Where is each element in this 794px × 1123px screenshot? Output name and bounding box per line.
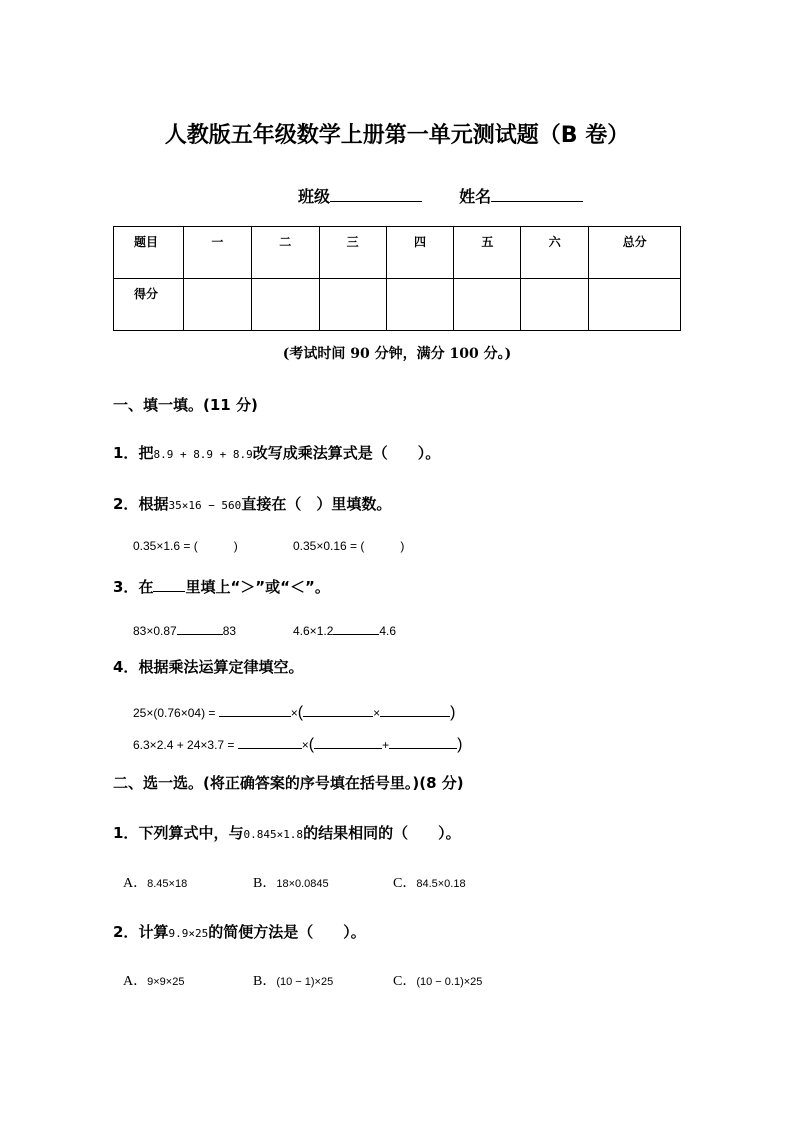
- question-text: 把: [138, 444, 154, 462]
- option-c[interactable]: [393, 872, 466, 892]
- question-text: 下列算式中，与: [138, 824, 244, 842]
- score-cell[interactable]: [589, 279, 681, 331]
- score-cell[interactable]: [319, 279, 386, 331]
- option-label: A．: [123, 876, 148, 891]
- math-expression: 9.9×25: [168, 927, 209, 940]
- question-number: 3．: [113, 578, 139, 596]
- question-text: 里填上“＞”或“＜”。: [185, 578, 330, 596]
- student-info: [298, 184, 583, 207]
- table-cell: 六: [521, 227, 589, 279]
- subquestion-1-4a: [133, 704, 455, 722]
- question-text: 直接在（ ）里填数。: [241, 495, 392, 513]
- subquestion-1-2a: [133, 539, 238, 553]
- name-label: 姓名: [459, 187, 492, 206]
- answer-blank[interactable]: [380, 704, 450, 717]
- operator: ×: [373, 706, 381, 720]
- table-cell: 二: [251, 227, 319, 279]
- paren: (: [308, 736, 315, 753]
- question-1-2: [113, 493, 391, 514]
- math-expression: (10 − 1)×25: [276, 976, 334, 988]
- name-blank[interactable]: [491, 187, 583, 202]
- page-title: 人教版五年级数学上册第一单元测试题（B 卷）: [164, 123, 630, 148]
- math-expression: 0.845×1.8: [243, 828, 304, 841]
- question-text: 根据: [138, 495, 169, 513]
- paren: ): [400, 539, 405, 553]
- math-expression: 18×0.0845: [276, 878, 329, 890]
- question-2-2: [113, 921, 366, 942]
- math-expression: 4.6×1.2: [293, 624, 334, 638]
- question-number: 2．: [113, 923, 139, 941]
- table-cell: 总分: [589, 227, 681, 279]
- option-c[interactable]: [393, 970, 482, 990]
- subquestion-1-4b: [133, 736, 462, 754]
- score-table: [113, 226, 681, 331]
- option-a[interactable]: [123, 872, 187, 892]
- paren: (: [297, 704, 304, 721]
- answer-blank[interactable]: [389, 736, 457, 749]
- table-row: [114, 227, 681, 279]
- section-heading: 一、填一填。(11 分): [113, 396, 258, 414]
- option-label: B．: [253, 974, 277, 989]
- answer-blank[interactable]: [219, 704, 291, 717]
- math-expression: 8.45×18: [147, 878, 188, 890]
- math-expression: 9×9×25: [147, 976, 185, 988]
- table-cell: 一: [183, 227, 251, 279]
- answer-blank[interactable]: [314, 736, 382, 749]
- compare-blank[interactable]: [177, 622, 223, 635]
- score-cell[interactable]: [251, 279, 319, 331]
- score-cell[interactable]: [521, 279, 589, 331]
- paren: ): [457, 736, 463, 753]
- math-expression: 25×(0.76×04) =: [133, 706, 216, 720]
- subquestion-1-3b: [293, 622, 396, 638]
- subquestion-1-3a: [133, 622, 236, 638]
- option-b[interactable]: [253, 872, 329, 892]
- option-b[interactable]: [253, 970, 333, 990]
- answer-blank[interactable]: [303, 704, 373, 717]
- question-number: 1．: [113, 444, 139, 462]
- math-expression: (10 − 0.1)×25: [416, 976, 483, 988]
- example-blank: [153, 577, 185, 592]
- math-expression: 35×16 − 560: [168, 499, 242, 512]
- math-expression: 0.35×0.16 = (: [293, 539, 365, 553]
- operator: ×: [301, 738, 309, 752]
- table-cell: 三: [319, 227, 386, 279]
- class-label: 班级: [298, 187, 331, 206]
- question-2-1: [113, 822, 461, 843]
- question-number: 1．: [113, 824, 139, 842]
- option-label: C．: [393, 876, 417, 891]
- math-expression: 8.9 + 8.9 + 8.9: [153, 448, 253, 461]
- section-heading: 二、选一选。(将正确答案的序号填在括号里。)(8 分): [113, 774, 464, 792]
- option-label: B．: [253, 876, 277, 891]
- score-cell[interactable]: [386, 279, 454, 331]
- math-expression: 4.6: [379, 624, 397, 638]
- table-cell: 得分: [114, 279, 184, 331]
- score-cell[interactable]: [454, 279, 521, 331]
- option-label: C．: [393, 974, 417, 989]
- question-text: 根据乘法运算定律填空。: [138, 658, 304, 676]
- math-expression: 0.35×1.6 = (: [133, 539, 198, 553]
- math-expression: 83: [222, 624, 237, 638]
- math-expression: 6.3×2.4 + 24×3.7 =: [133, 738, 235, 752]
- question-1-1: [113, 442, 440, 463]
- operator: +: [382, 738, 390, 752]
- question-text: 的简便方法是（ ）。: [208, 923, 366, 941]
- option-label: A．: [123, 974, 148, 989]
- table-cell: 题目: [114, 227, 184, 279]
- class-blank[interactable]: [330, 187, 422, 202]
- question-number: 4．: [113, 658, 139, 676]
- compare-blank[interactable]: [333, 622, 379, 635]
- table-cell: 四: [386, 227, 454, 279]
- question-text: 的结果相同的（ ）。: [303, 824, 461, 842]
- score-cell[interactable]: [183, 279, 251, 331]
- question-1-4: [113, 656, 303, 677]
- paren: ): [450, 704, 456, 721]
- question-text: 计算: [138, 923, 169, 941]
- exam-note: (考试时间 90 分钟，满分 100 分。): [282, 346, 512, 362]
- math-expression: 84.5×0.18: [416, 878, 466, 890]
- question-1-3: [113, 576, 330, 597]
- question-text: 改写成乘法算式是（ ）。: [252, 444, 441, 462]
- question-text: 在: [138, 578, 154, 596]
- paren: ): [233, 539, 238, 553]
- subquestion-1-2b: [293, 539, 404, 553]
- question-number: 2．: [113, 495, 139, 513]
- answer-blank[interactable]: [238, 736, 302, 749]
- math-expression: 83×0.87: [133, 624, 177, 638]
- option-a[interactable]: [123, 970, 184, 990]
- operator: ×: [290, 706, 298, 720]
- table-row: [114, 279, 681, 331]
- table-cell: 五: [454, 227, 521, 279]
